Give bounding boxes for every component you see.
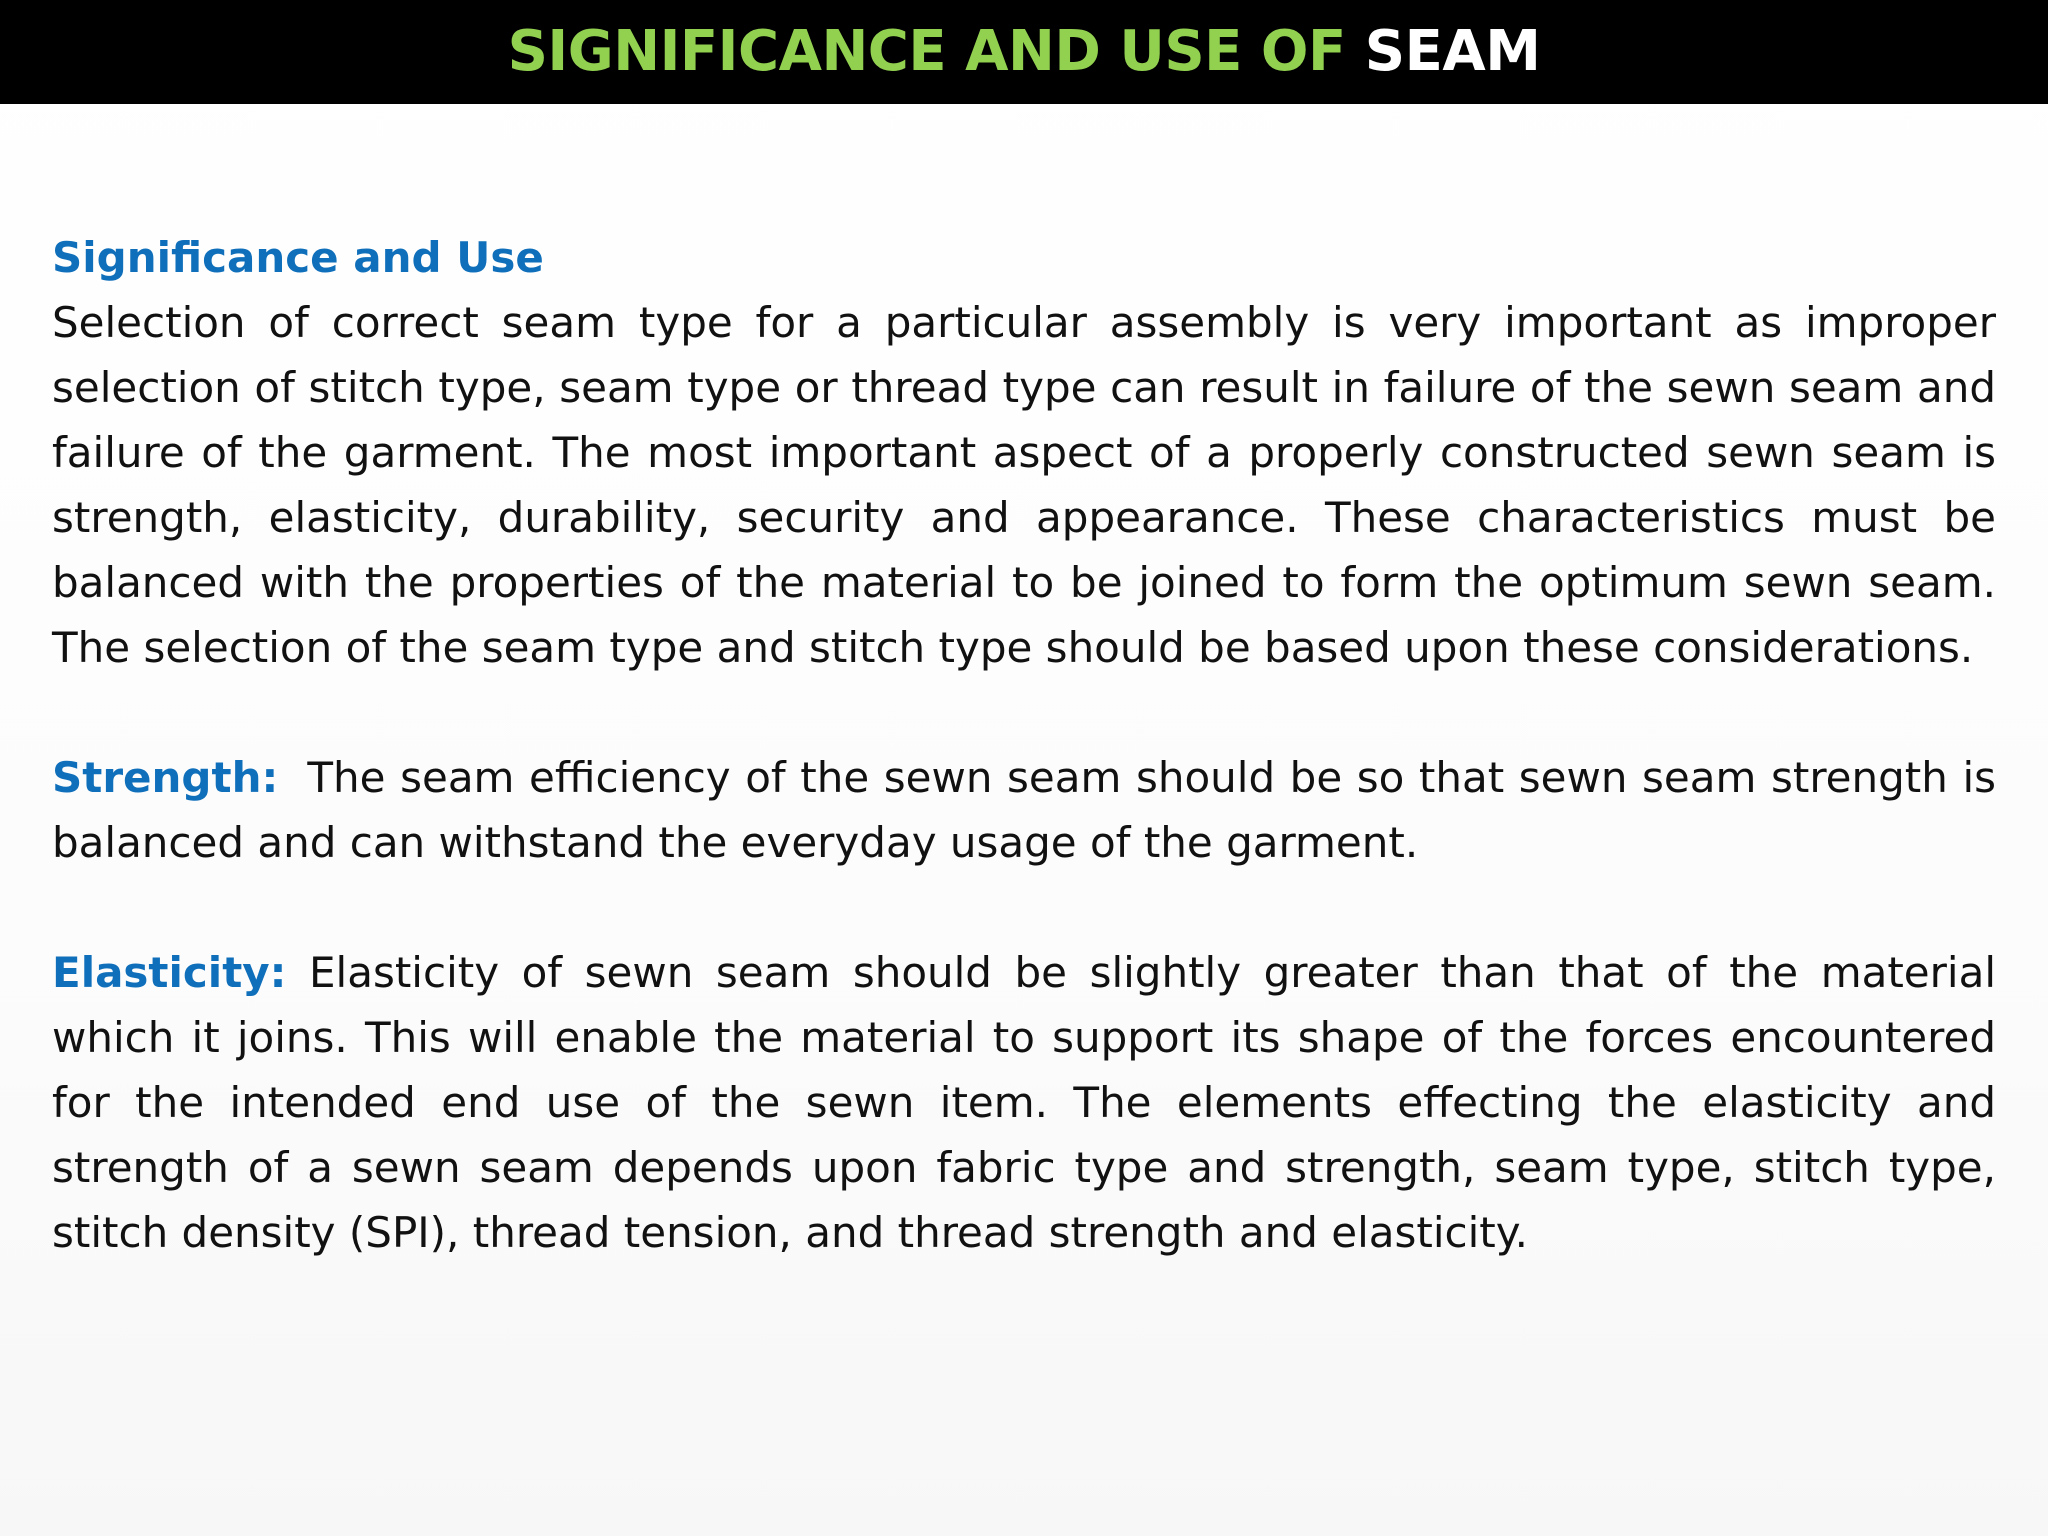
spacer [52, 680, 1996, 745]
significance-heading: Significance and Use [52, 233, 544, 282]
title-bar [0, 0, 2048, 104]
section-strength [52, 745, 1996, 875]
elasticity-body: Elasticity of sewn seam should be slightly greater than that of the material which it joins. This will enable the material to support its shape of the forces encountered for the intended end use of the sewn item. The elements effecting the elasticity and strength of a sewn seam depends upon fabric type and strength, seam type, stitch type, stitch density (SPI), thread tension, and thread strength and elasticity. [52, 948, 1996, 1257]
section-elasticity [52, 940, 1996, 1265]
elasticity-heading: Elasticity: [52, 948, 287, 997]
slide-content [52, 225, 1996, 1265]
elasticity-paragraph [52, 940, 1996, 1265]
slide-title [508, 19, 1541, 84]
strength-heading: Strength: [52, 753, 279, 802]
strength-body: The seam efficiency of the sewn seam should be so that sewn seam strength is balanced and can withstand the everyday usage of the garment. [52, 753, 1996, 867]
strength-paragraph [52, 745, 1996, 875]
title-part-white: SEAM [1364, 19, 1541, 84]
title-part-green: SIGNIFICANCE AND USE OF [507, 19, 1346, 84]
section-significance [52, 225, 1996, 680]
significance-body: Selection of correct seam type for a particular assembly is very important as improper selection of stitch type, seam type or thread type can result in failure of the sewn seam and failure of the garment. The most important aspect of a properly constructed sewn seam is strength, elasticity, durability, security and appearance. These characteristics must be balanced with the properties of the material to be joined to form the optimum sewn seam. The selection of the seam type and stitch type should be based upon these considerations. [52, 298, 1996, 672]
spacer [52, 875, 1996, 940]
